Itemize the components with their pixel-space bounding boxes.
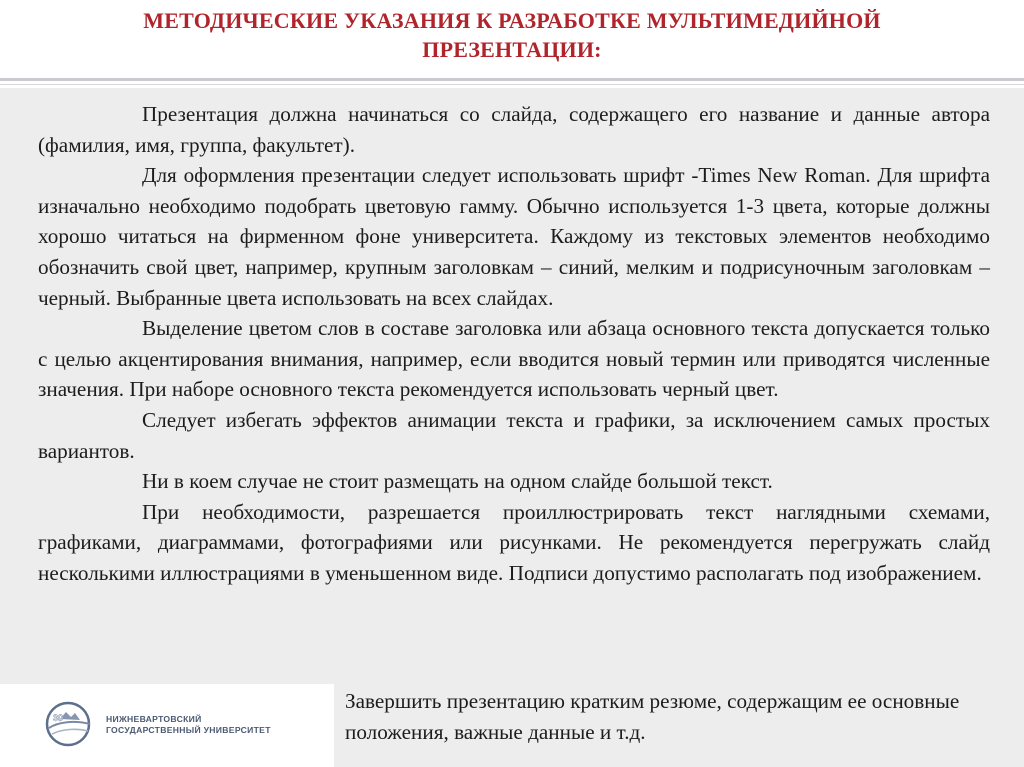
title-divider	[0, 78, 1024, 81]
logo-line-2: ГОСУДАРСТВЕННЫЙ УНИВЕРСИТЕТ	[106, 725, 271, 735]
paragraph: Следует избегать эффектов анимации текста и графики, за исключением самых простых вариантов.	[38, 407, 990, 463]
logo-text	[106, 714, 346, 736]
university-emblem-icon	[44, 700, 94, 748]
logo-badge-number: 30	[53, 713, 64, 723]
title-divider-thin	[0, 84, 1024, 85]
paragraph: Презентация должна начинаться со слайда, содержащего его название и данные автора (фамилия, имя, группа, факультет).	[38, 102, 990, 157]
summary-text: Завершить презентацию кратким резюме, содержащим ее основные положения, важные данные и т.д.	[345, 689, 960, 744]
paragraph: Для оформления презентации следует использовать шрифт -Times New Roman. Для шрифта изначально необходимо подобрать цветовую гамму. Обычно используется 1-3 цвета, которые должны хорошо читаться на фирменном фоне университета. Каждому из текстовых элементов необходимо обозначить свой цвет, например, крупным заголовкам – синий, мелким и подрисуночным заголовкам – черный. Выбранные цвета использовать на всех слайдах.	[38, 163, 990, 310]
logo-line-1: НИЖНЕВАРТОВСКИЙ	[106, 714, 202, 724]
paragraph: Ни в коем случае не стоит размещать на одном слайде большой текст.	[142, 469, 773, 494]
slide-title: МЕТОДИЧЕСКИЕ УКАЗАНИЯ К РАЗРАБОТКЕ МУЛЬТИМЕДИЙНОЙ ПРЕЗЕНТАЦИИ:	[143, 8, 881, 62]
body-text	[38, 99, 990, 589]
university-logo	[44, 700, 344, 748]
paragraph: При необходимости, разрешается проиллюстрировать текст наглядными схемами, графиками, диаграммами, фотографиями или рисунками. Не рекомендуется перегружать слайд несколькими иллюстрациями в уменьшенном виде. Подписи допустимо располагать под изображением.	[38, 499, 990, 585]
paragraph: Выделение цветом слов в составе заголовка или абзаца основного текста допускается только с целью акцентирования внимания, например, если вводится новый термин или приводятся численные значения. При наборе основного текста рекомендуется использовать черный цвет.	[38, 316, 990, 402]
title-area	[0, 0, 1024, 78]
